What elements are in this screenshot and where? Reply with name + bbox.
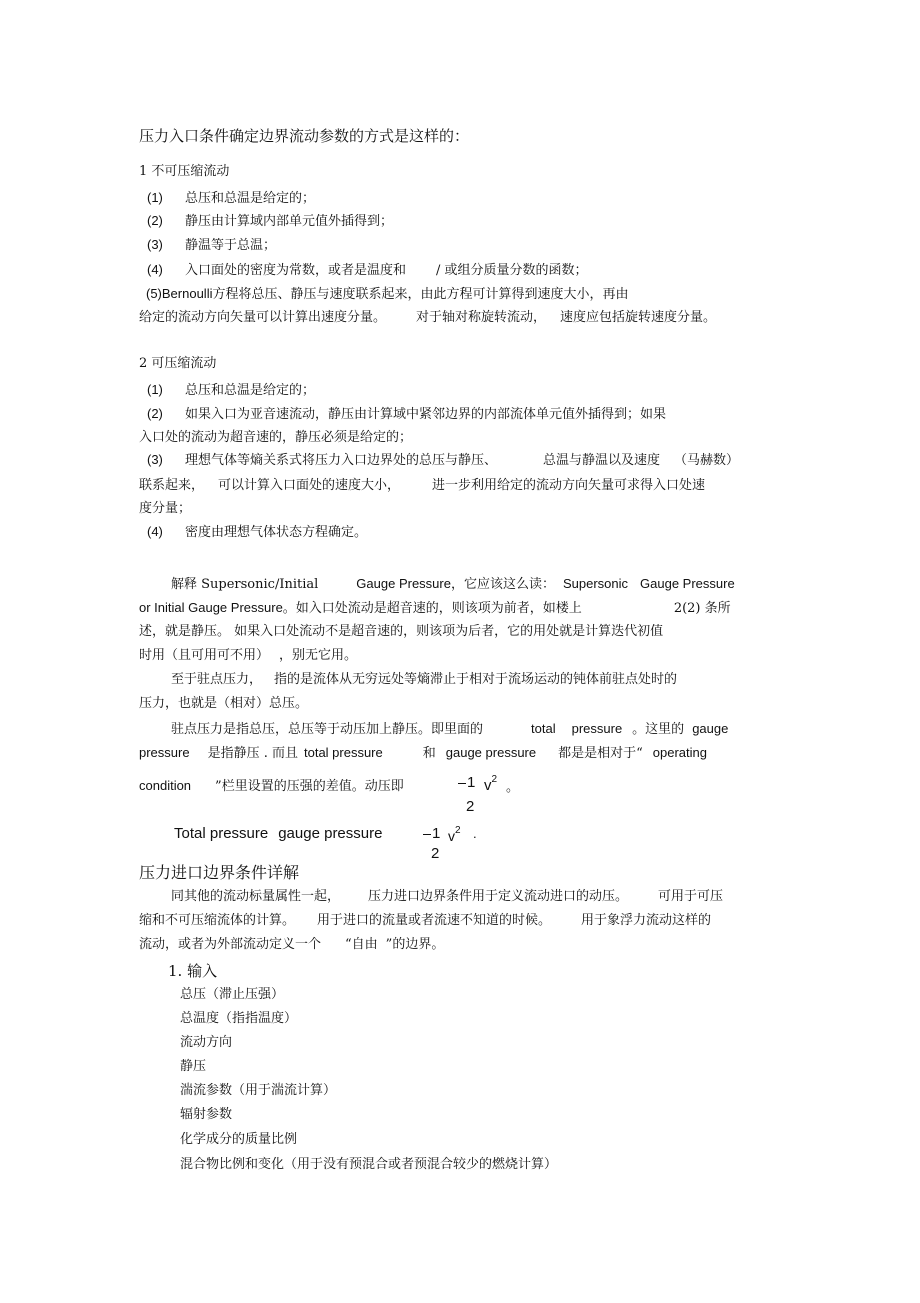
variable-v: v <box>448 828 455 844</box>
list-item: 静压 <box>180 1059 207 1074</box>
list-item: 总压（滞止压强） <box>180 987 285 1002</box>
list-item <box>147 405 666 424</box>
numerator-value: 1 <box>432 825 441 842</box>
fraction-denominator: 2 <box>431 845 440 862</box>
list-item: 化学成分的质量比例 <box>180 1132 298 1147</box>
text-span: 压力进口边界条件用于定义流动进口的动压。 <box>368 889 629 904</box>
text-span: 进一步利用给定的流动方向矢量可求得入口处速 <box>432 478 706 493</box>
exponent: 2 <box>491 774 498 785</box>
list-item: 总温度（指指温度） <box>180 1011 298 1026</box>
text-span: 。如入口处流动是超音速的，则该项为前者，如楼上 <box>282 601 582 616</box>
text-span: pressure <box>571 721 623 736</box>
text-span: gauge <box>692 721 729 736</box>
list-item: 湍流参数（用于湍流计算） <box>180 1083 337 1098</box>
text-span: ，它应该这么读： <box>450 577 555 592</box>
text-span: 速度应包括旋转速度分量。 <box>560 310 717 325</box>
period: 。 <box>506 779 520 794</box>
paragraph-line <box>139 477 705 495</box>
text-span: or Initial Gauge Pressure <box>139 600 283 615</box>
text-span: 对于轴对称旋转流动， <box>416 310 547 325</box>
paragraph-line <box>139 744 707 763</box>
list-item: 辐射参数 <box>180 1107 233 1122</box>
text-span: 和 <box>422 746 436 761</box>
section-heading: 压力进口边界条件详解 <box>139 863 300 882</box>
paragraph-line <box>171 671 677 689</box>
list-item: 混合物比例和变化（用于没有预混合或者预混合较少的燃烧计算） <box>180 1157 558 1172</box>
paragraph-line: 入口处的流动为超音速的，静压必须是给定的； <box>139 430 413 445</box>
paragraph-line <box>139 936 444 954</box>
text-span: gauge pressure <box>278 825 383 842</box>
text-span: 用于象浮力流动这样的 <box>581 913 712 928</box>
text-span: 驻点压力是指总压，总压等于动压加上静压。即里面的 <box>171 722 484 737</box>
period: . <box>473 826 477 841</box>
paragraph-line <box>139 777 404 796</box>
fraction-denominator: 2 <box>466 798 475 815</box>
list-item <box>147 189 315 208</box>
item-number: (4) <box>147 524 163 539</box>
text-span: 是指静压 . 而且 <box>207 746 298 761</box>
paragraph-line <box>171 575 735 594</box>
list-item <box>147 261 588 280</box>
text-span: （马赫数） <box>674 453 740 468</box>
item-text: 总压和总温是给定的； <box>185 191 316 206</box>
section-1-heading: 1 不可压缩流动 <box>139 164 230 179</box>
item-text: 方程将总压、静压与速度联系起来，由此方程可计算得到速度大小，再由 <box>212 287 629 302</box>
text-span: total pressure <box>303 745 383 760</box>
item-number: (3) <box>147 452 163 467</box>
text-span: 总温与静温以及速度 <box>543 453 661 468</box>
text-span: 解释 Supersonic/Initial <box>171 577 319 592</box>
text-span: ”栏里设置的压强的差值。动压即 <box>215 779 404 794</box>
text-span: Supersonic <box>562 576 629 591</box>
list-item <box>147 212 393 231</box>
text-span: 2(2) 条所 <box>673 601 731 616</box>
text-span: ，别无它用。 <box>279 648 358 663</box>
section-2-heading: 2 可压缩流动 <box>139 356 217 371</box>
item-text: 静温等于总温； <box>185 238 277 253</box>
item-prefix: (5)Bernoulli <box>146 286 213 301</box>
text-span: 可以计算入口面处的速度大小， <box>218 478 401 493</box>
list-item <box>147 381 315 400</box>
paragraph-line <box>171 720 728 739</box>
velocity-term <box>484 774 497 794</box>
paragraph-line: 度分量； <box>139 501 192 516</box>
input-heading: 1. 输入 <box>168 962 218 980</box>
item-number: (1) <box>147 190 163 205</box>
fraction-numerator <box>458 774 475 791</box>
item-text-cont: / 或组分质量分数的函数； <box>436 263 588 278</box>
text-span: 同其他的流动标量属性一起， <box>171 889 341 904</box>
text-span: 都是是相对于“ <box>558 746 643 761</box>
text-span: pressure <box>139 745 190 760</box>
fraction-numerator <box>423 825 440 842</box>
list-item <box>146 285 629 304</box>
list-item <box>147 236 276 255</box>
item-text: 总压和总温是给定的； <box>185 383 316 398</box>
list-item: 流动方向 <box>180 1035 233 1050</box>
equation-lhs <box>174 825 382 842</box>
text-span: Gauge Pressure <box>356 576 451 591</box>
exponent: 2 <box>455 825 461 836</box>
paragraph-line <box>139 599 731 618</box>
text-span: 可用于可压 <box>658 889 724 904</box>
paragraph-line <box>171 888 723 906</box>
text-span: 。这里的 <box>632 722 685 737</box>
item-number: (1) <box>147 382 163 397</box>
item-number: (2) <box>147 406 163 421</box>
text-span: 至于驻点压力， <box>171 672 263 687</box>
item-number: (4) <box>147 262 163 277</box>
text-span: 缩和不可压缩流体的计算。 <box>139 913 296 928</box>
text-span: 流动，或者为外部流动定义一个 <box>139 937 322 952</box>
text-span: 给定的流动方向矢量可以计算出速度分量。 <box>139 310 387 325</box>
variable-v: v <box>484 777 492 794</box>
text-span: 时用（且可用可不用） <box>139 648 270 663</box>
list-item <box>147 451 739 470</box>
text-span: Total pressure <box>174 825 269 842</box>
text-span: Gauge Pressure <box>640 576 735 591</box>
paragraph-line: 述，就是静压。 如果入口处流动不是超音速的，则该项为后者，它的用处就是计算迭代初值 <box>139 624 664 639</box>
velocity-term <box>448 825 461 844</box>
item-text: 静压由计算域内部单元值外插得到； <box>185 214 394 229</box>
text-span: “自由 <box>345 937 378 952</box>
item-text: 密度由理想气体状态方程确定。 <box>185 525 368 540</box>
text-span: 用于进口的流量或者流速不知道的时候。 <box>317 913 552 928</box>
text-span: gauge pressure <box>445 745 537 760</box>
item-text: 入口面处的密度为常数，或者是温度和 <box>185 263 407 278</box>
text-span: 理想气体等熵关系式将压力入口边界处的总压与静压、 <box>185 453 498 468</box>
page-title: 压力入口条件确定边界流动参数的方式是这样的： <box>139 127 470 145</box>
text-span: condition <box>139 778 192 793</box>
item-number: (2) <box>147 213 163 228</box>
item-number: (3) <box>147 237 163 252</box>
list-item <box>147 523 367 542</box>
text-span: total <box>531 721 556 736</box>
paragraph-line <box>139 647 357 665</box>
paragraph-line <box>139 912 711 930</box>
paragraph-line: 压力，也就是（相对）总压。 <box>139 696 309 711</box>
item-text: 如果入口为亚音速流动，静压由计算域中紧邻边界的内部流体单元值外插得到；如果 <box>185 407 667 422</box>
numerator-value: 1 <box>467 774 476 791</box>
text-span: 指的是流体从无穷远处等熵滞止于相对于流场运动的钝体前驻点处时的 <box>274 672 678 687</box>
text-span: ”的边界。 <box>385 937 445 952</box>
text-span: operating <box>652 745 707 760</box>
text-span: 联系起来， <box>139 478 205 493</box>
paragraph-line <box>139 309 716 327</box>
